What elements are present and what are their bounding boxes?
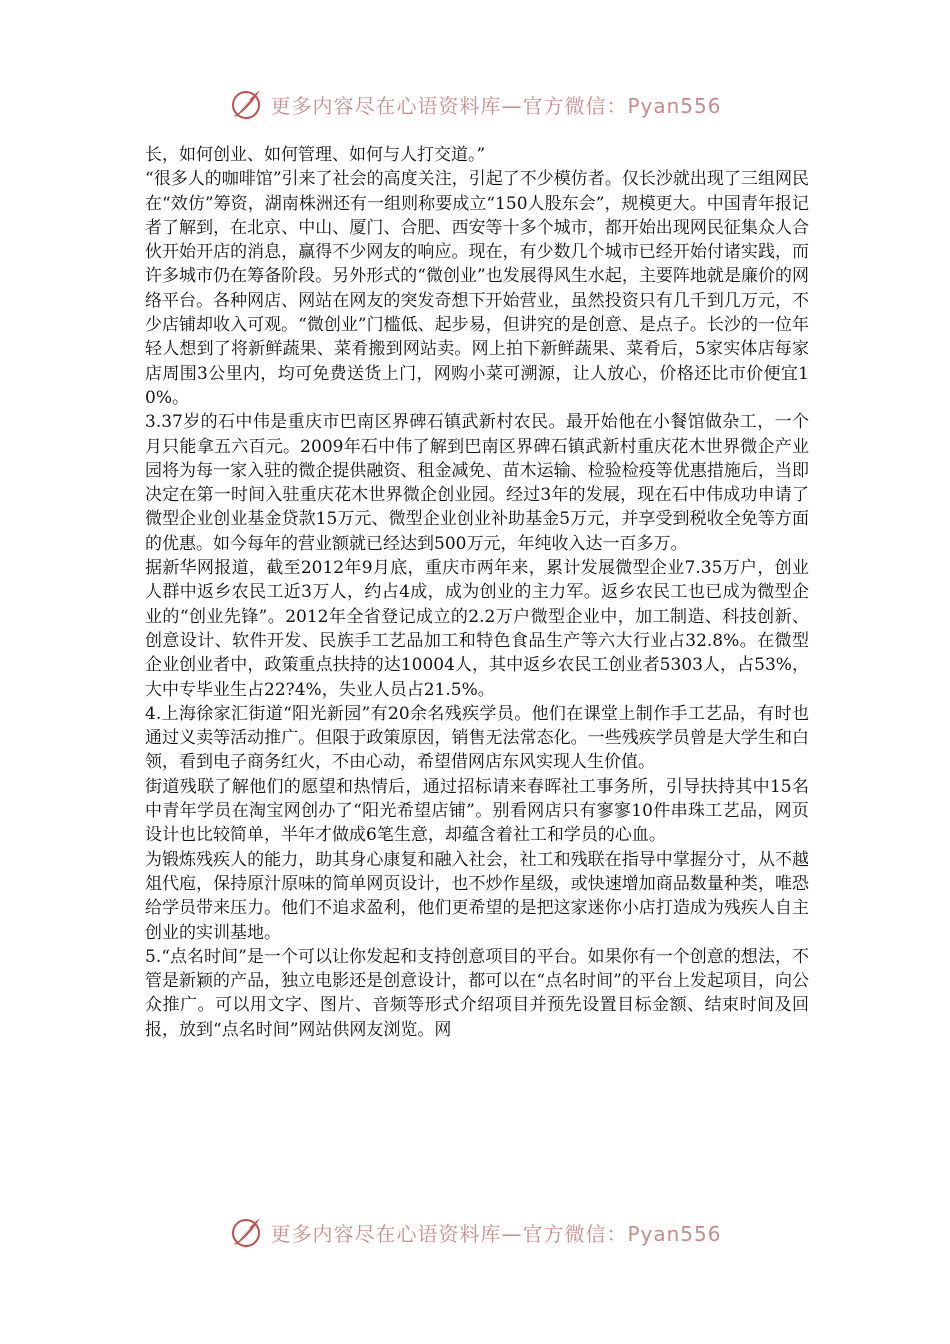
paragraph-3: 3.37岁的石中伟是重庆市巴南区界碑石镇武新村农民。最开始他在小餐馆做杂工，一个月只能拿五六百元。2009年石中伟了解到巴南区界碑石镇武新村重庆花木世界微企产业园将为每一家入驻的微企提供融资、租金减免、苗木运输、检验检疫等优惠措施后，当即决定在第一时间入驻重庆花木世界微企创业园。经过3年的发展，现在石中伟成功申请了微型企业创业基金贷款15万元、微型企业创业补助基金5万元，并享受到税收全免等方面的优惠。如今每年的营业额就已经达到500万元，年纯收入达一百多万。 bbox=[145, 412, 809, 554]
paragraph-5: 4.上海徐家汇街道“阳光新园”有20余名残疾学员。他们在课堂上制作手工艺品，有时也通过义卖等活动推广。但限于政策原因，销售无法常态化。一些残疾学员曾是大学生和白领，看到电子商务红火，不由心动，希望借网店东风实现人生价值。 bbox=[145, 703, 809, 773]
paragraph-4: 据新华网报道，截至2012年9月底，重庆市两年来，累计发展微型企业7.35万户，创业人群中返乡农民工近3万人，约占4成，成为创业的主力军。返乡农民工也已成为微型企业的“创业先锋”。2012年全省登记成立的2.2万户微型企业中，加工制造、科技创新、创意设计、软件开发、民族手工艺品加工和特色食品生产等六大行业占32.8%。在微型企业创业者中，政策重点扶持的达10004人，其中返乡农民工创业者5303人，占53%，大中专毕业生占22?4%，失业人员占21.5%。 bbox=[145, 558, 809, 700]
footer-banner bbox=[0, 1212, 950, 1252]
document-body bbox=[145, 143, 809, 1042]
paragraph-8: 5.“点名时间”是一个可以让你发起和支持创意项目的平台。如果你有一个创意的想法，不管是新颖的产品，独立电影还是创意设计，都可以在“点名时间”的平台上发起项目，向公众推广。可以用文字、图片、音频等形式介绍项目并预先设置目标金额、结束时间及回报，放到“点名时间”网站供网友浏览。网 bbox=[145, 946, 809, 1040]
footer-banner-text: 更多内容尽在心语资料库—官方微信：Pyan556 bbox=[270, 1221, 722, 1246]
feather-quill-icon bbox=[228, 1214, 264, 1250]
header-banner-text: 更多内容尽在心语资料库—官方微信：Pyan556 bbox=[270, 93, 722, 118]
paragraph-1: 长，如何创业、如何管理、如何与人打交道。” bbox=[145, 145, 486, 165]
header-banner bbox=[0, 84, 950, 124]
paragraph-6: 街道残联了解他们的愿望和热情后，通过招标请来春晖社工事务所，引导扶持其中15名中青年学员在淘宝网创办了“阳光希望店铺”。别看网店只有寥寥10件串珠工艺品，网页设计也比较简单，半年才做成6笔生意，却蕴含着社工和学员的心血。 bbox=[145, 776, 809, 846]
paragraph-7: 为锻炼残疾人的能力，助其身心康复和融入社会，社工和残联在指导中掌握分寸，从不越俎代庖，保持原汁原味的简单网页设计，也不炒作星级，或快速增加商品数量种类，唯恐给学员带来压力。他们不追求盈利，他们更希望的是把这家迷你小店打造成为残疾人自主创业的实训基地。 bbox=[145, 849, 809, 943]
feather-quill-icon bbox=[228, 86, 264, 122]
paragraph-2: “很多人的咖啡馆”引来了社会的高度关注，引起了不少模仿者。仅长沙就出现了三组网民在“效仿”筹资，湖南株洲还有一组则称要成立“150人股东会”，规模更大。中国青年报记者了解到，在北京、中山、厦门、合肥、西安等十多个城市，都开始出现网民征集众人合伙开始开店的消息，赢得不少网友的响应。现在，有少数几个城市已经开始付诸实践，而许多城市仍在筹备阶段。另外形式的“微创业”也发展得风生水起，主要阵地就是廉价的网络平台。各种网店、网站在网友的突发奇想下开始营业，虽然投资只有几千到几万元，不少店铺却收入可观。“微创业”门槛低、起步易，但讲究的是创意、是点子。长沙的一位年轻人想到了将新鲜蔬果、菜肴搬到网站卖。网上拍下新鲜蔬果、菜肴后，5家实体店每家店周围3公里内，均可免费送货上门，网购小菜可溯源，让人放心，价格还比市价便宜10%。 bbox=[145, 169, 809, 408]
